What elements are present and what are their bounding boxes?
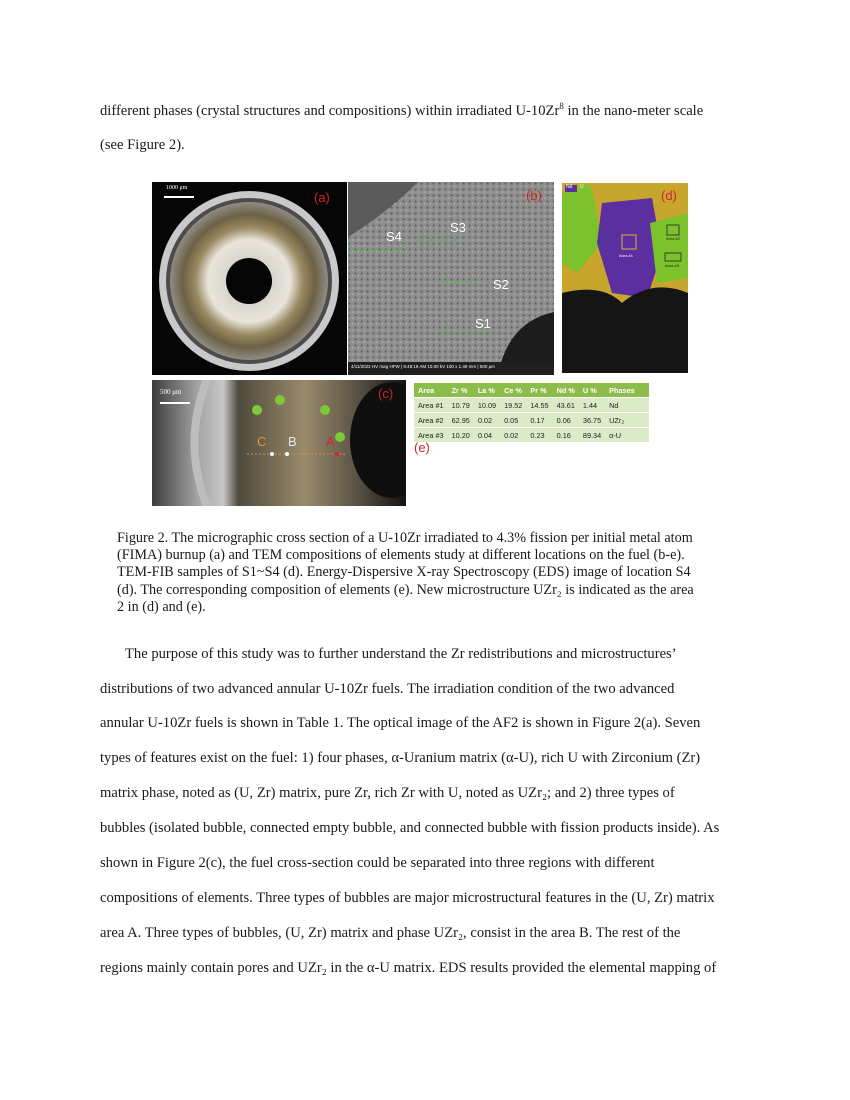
area-label-1: Area #1 [619, 253, 634, 258]
region-label-b: B [288, 434, 297, 449]
table-cell: 0.23 [526, 428, 552, 443]
scale-bar-c: 500 μm [160, 388, 182, 396]
table-cell: 89.34 [579, 428, 605, 443]
caption-line: (FIMA) burnup (a) and TEM compositions of elements study at different locations on the fuel (b-e). [117, 547, 685, 564]
sem-micrograph-image [348, 182, 554, 375]
table-row [414, 398, 649, 413]
table-row [414, 428, 649, 443]
body-line-8: compositions of elements. Three types of bubbles are major microstructural features in the (U, Zr) matrix [100, 890, 715, 906]
table-cell: Area #2 [414, 413, 448, 428]
figure-panel-a [152, 182, 347, 375]
table-cell: 1.44 [579, 398, 605, 413]
body-line-1: The purpose of this study was to further understand the Zr redistributions and microstructures’ [125, 646, 677, 662]
col-header: U % [579, 383, 605, 398]
region-label-c: C [257, 434, 267, 449]
panel-label-c: (c) [378, 386, 394, 401]
legend-nd: Nd [566, 184, 573, 190]
table-cell: 0.02 [474, 413, 500, 428]
region-label-a: A [326, 434, 335, 449]
panel-label-d: (d) [661, 188, 677, 203]
table-cell: Nd [605, 398, 649, 413]
intro-line-1: different phases (crystal structures and compositions) within irradiated U-10Zr$^8$ in the nano-meter scale [100, 101, 704, 119]
table-row [414, 413, 649, 428]
col-header: La % [474, 383, 500, 398]
table-cell: 19.52 [500, 398, 526, 413]
figure-panel-c [152, 380, 406, 506]
table-cell: 0.04 [474, 428, 500, 443]
table-cell: 0.06 [553, 413, 579, 428]
col-header: Nd % [553, 383, 579, 398]
col-header: Pr % [526, 383, 552, 398]
site-label-s2: S2 [493, 277, 509, 292]
col-header: Zr % [448, 383, 474, 398]
site-label-s1: S1 [475, 316, 491, 331]
figure-panel-d [562, 183, 688, 373]
table-cell: Area #3 [414, 428, 448, 443]
table-cell: 0.05 [500, 413, 526, 428]
table-header-row [414, 383, 649, 398]
intro-line-2: (see Figure 2). [100, 137, 185, 153]
panel-label-a: (a) [314, 190, 330, 205]
panel-label-e: (e) [414, 440, 430, 455]
body-line-6: bubbles (isolated bubble, connected empty bubble, and connected bubble with fission products inside). As [100, 820, 720, 836]
table-cell: 0.16 [553, 428, 579, 443]
body-line-2: distributions of two advanced annular U-10Zr fuels. The irradiation condition of the two advanced [100, 681, 675, 697]
eds-composition-table [414, 383, 649, 442]
panel-label-b: (b) [526, 188, 542, 203]
site-label-s3: S3 [450, 220, 466, 235]
fuel-cross-section-image [152, 182, 347, 375]
table-cell: 14.55 [526, 398, 552, 413]
site-label-s4: S4 [386, 229, 402, 244]
table-cell: 43.61 [553, 398, 579, 413]
body-line-7: shown in Figure 2(c), the fuel cross-section could be separated into three regions with different [100, 855, 655, 871]
sem-info-bar: 4/11/2022 HV mag HFW | 9:49:19 AM 10.00 kV 100 x 1.49 mm | 500 μm [351, 364, 495, 369]
table-cell: Area #1 [414, 398, 448, 413]
table-cell: 10.20 [448, 428, 474, 443]
scale-bar-a: 1000 μm [166, 185, 188, 191]
body-line-10: regions mainly contain pores and UZr₂ in the α-U matrix. EDS results provided the elemental mapping of [100, 960, 717, 976]
figure-panel-b [348, 182, 554, 375]
body-line-4: types of features exist on the fuel: 1) four phases, α-Uranium matrix (α-U), rich U with Zirconium (Zr) [100, 750, 701, 766]
table-cell: 0.17 [526, 413, 552, 428]
body-line-3: annular U-10Zr fuels is shown in Table 1. The optical image of the AF2 is shown in Figure 2(a). Seven [100, 715, 701, 731]
table-cell: 10.09 [474, 398, 500, 413]
col-header: Phases [605, 383, 649, 398]
area-label-2: Area #2 [666, 236, 681, 241]
body-line-9: area A. Three types of bubbles, (U, Zr) matrix and phase UZr₂, consist in the area B. The rest of the [100, 925, 681, 941]
area-label-3: Area #3 [665, 263, 680, 268]
caption-line: Figure 2. The micrographic cross section of a U-10Zr irradiated to 4.3% fission per initial metal atom [117, 530, 693, 546]
table-cell: 0.02 [500, 428, 526, 443]
fuel-region-image [152, 380, 406, 506]
table-cell: 10.79 [448, 398, 474, 413]
legend-u: U [580, 184, 584, 190]
caption-line: (d). The corresponding composition of elements (e). New microstructure UZr₂ is indicated as the area [117, 581, 694, 598]
footnote-ref[interactable]: 8 [559, 101, 564, 111]
caption-line: 2 in (d) and (e). [117, 598, 206, 615]
col-header: Ce % [500, 383, 526, 398]
table-cell: α-U [605, 428, 649, 443]
figure-caption [117, 530, 737, 616]
col-header: Area [414, 383, 448, 398]
table-cell: 36.75 [579, 413, 605, 428]
table-cell: 62.95 [448, 413, 474, 428]
eds-map-image [562, 183, 688, 373]
table-cell: UZr₂ [605, 413, 649, 428]
body-line-5: matrix phase, noted as (U, Zr) matrix, pure Zr, rich Zr with U, noted as UZr₂; and 2) three types of [100, 785, 675, 801]
caption-line: TEM-FIB samples of S1~S4 (d). Energy-Dispersive X-ray Spectroscopy (EDS) image of location S4 [117, 564, 691, 581]
